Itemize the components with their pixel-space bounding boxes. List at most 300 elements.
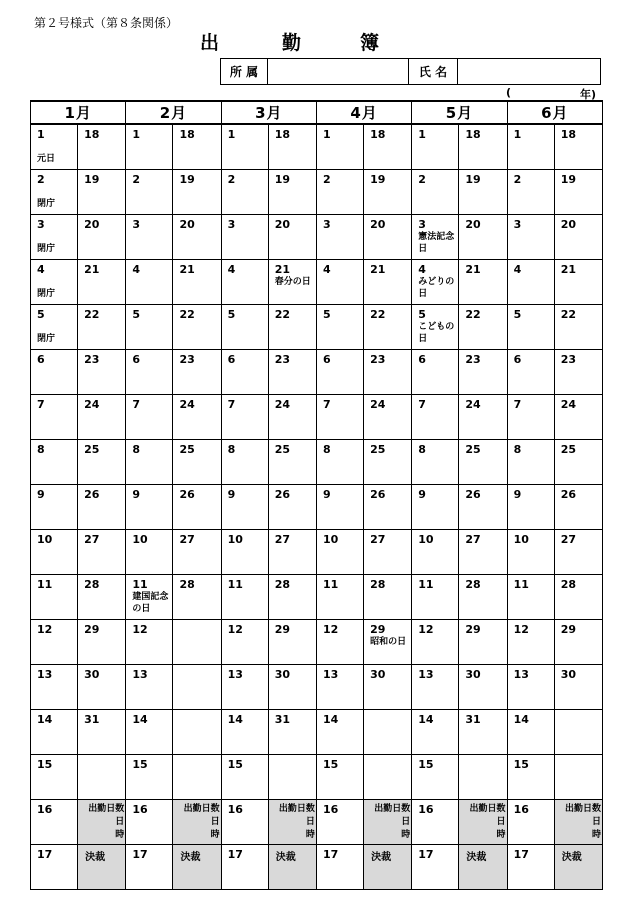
day-cell[interactable] <box>364 305 412 350</box>
day-cell[interactable] <box>126 440 173 485</box>
day-cell[interactable] <box>364 395 412 440</box>
day-cell[interactable] <box>221 305 268 350</box>
day-cell[interactable] <box>554 755 602 800</box>
day-number: 11 <box>418 578 434 591</box>
day-cell[interactable] <box>507 260 554 305</box>
day-cell[interactable] <box>412 575 459 620</box>
day-cell[interactable] <box>126 665 173 710</box>
day-number: 25 <box>274 443 291 456</box>
day-cell[interactable] <box>412 665 459 710</box>
day-cell[interactable] <box>78 620 126 665</box>
day-cell[interactable] <box>507 440 554 485</box>
day-number: 4 <box>227 263 236 276</box>
day-cell[interactable] <box>173 305 221 350</box>
day-cell[interactable] <box>78 485 126 530</box>
day-cell[interactable] <box>459 170 507 215</box>
day-cell[interactable] <box>316 620 363 665</box>
holiday-label: 建国記念の日 <box>132 592 169 614</box>
day-cell[interactable] <box>268 620 316 665</box>
day-cell[interactable] <box>268 575 316 620</box>
attendance-summary <box>459 800 506 842</box>
day-cell[interactable] <box>554 260 602 305</box>
day-cell[interactable] <box>126 305 173 350</box>
day-cell[interactable] <box>78 665 126 710</box>
day-cell[interactable] <box>412 170 459 215</box>
day-cell[interactable] <box>31 395 78 440</box>
day-cell[interactable] <box>173 710 221 755</box>
day-cell[interactable] <box>221 800 268 845</box>
day-cell[interactable] <box>221 620 268 665</box>
day-cell[interactable] <box>507 170 554 215</box>
day-number: 2 <box>322 173 331 186</box>
day-cell[interactable] <box>459 350 507 395</box>
day-cell[interactable] <box>459 124 507 170</box>
day-cell[interactable] <box>316 350 363 395</box>
attendance-summary-cell[interactable] <box>173 800 221 845</box>
day-number: 22 <box>274 308 291 321</box>
day-cell[interactable] <box>554 620 602 665</box>
day-number: 16 <box>322 803 339 816</box>
day-cell[interactable] <box>554 305 602 350</box>
attendance-summary-label: 出勤日数 <box>88 804 125 814</box>
day-cell[interactable] <box>459 710 507 755</box>
day-cell[interactable] <box>268 440 316 485</box>
attendance-summary-cell[interactable] <box>78 800 126 845</box>
day-cell[interactable] <box>31 665 78 710</box>
day-cell[interactable] <box>31 305 78 350</box>
day-cell[interactable] <box>412 305 459 350</box>
day-number: 25 <box>179 443 195 456</box>
name-field[interactable] <box>458 59 601 85</box>
day-cell[interactable] <box>507 350 554 395</box>
day-cell[interactable] <box>126 845 173 890</box>
day-cell[interactable] <box>221 440 268 485</box>
calendar-row <box>31 170 603 215</box>
day-cell[interactable] <box>268 305 316 350</box>
day-cell[interactable] <box>412 440 459 485</box>
day-cell[interactable] <box>78 215 126 260</box>
day-cell[interactable] <box>412 530 459 575</box>
day-cell[interactable] <box>316 755 363 800</box>
day-cell[interactable] <box>126 350 173 395</box>
day-cell[interactable] <box>459 395 507 440</box>
day-cell[interactable] <box>173 215 221 260</box>
day-cell[interactable] <box>412 485 459 530</box>
day-cell[interactable] <box>221 845 268 890</box>
day-cell[interactable] <box>364 485 412 530</box>
day-cell[interactable] <box>316 305 363 350</box>
day-cell[interactable] <box>554 395 602 440</box>
day-cell[interactable] <box>364 440 412 485</box>
day-cell[interactable] <box>173 395 221 440</box>
day-cell[interactable] <box>126 215 173 260</box>
attendance-summary-label: 日 <box>305 817 315 827</box>
day-cell[interactable] <box>507 124 554 170</box>
day-cell[interactable] <box>31 575 78 620</box>
day-cell[interactable] <box>78 575 126 620</box>
day-number: 13 <box>418 668 434 681</box>
day-number: 29 <box>370 623 386 636</box>
day-number: 10 <box>132 533 148 546</box>
day-cell[interactable] <box>31 440 78 485</box>
day-cell[interactable] <box>31 845 78 890</box>
day-cell[interactable] <box>268 170 316 215</box>
attendance-summary-cell[interactable] <box>364 800 412 845</box>
day-number: 30 <box>274 668 291 681</box>
day-cell[interactable] <box>173 350 221 395</box>
day-number: 21 <box>370 263 386 276</box>
day-cell[interactable] <box>459 755 507 800</box>
day-number: 18 <box>465 128 481 141</box>
day-cell[interactable] <box>173 170 221 215</box>
day-number: 2 <box>513 173 522 186</box>
calendar-row <box>31 395 603 440</box>
day-cell[interactable] <box>459 305 507 350</box>
attendance-summary-label: 出勤日数 <box>469 804 506 814</box>
day-number: 28 <box>465 578 481 591</box>
day-number: 24 <box>274 398 291 411</box>
day-number: 13 <box>322 668 339 681</box>
calendar-row <box>31 845 603 890</box>
day-cell[interactable] <box>268 215 316 260</box>
day-cell[interactable] <box>412 260 459 305</box>
day-cell[interactable] <box>364 215 412 260</box>
day-number: 27 <box>179 533 195 546</box>
attendance-summary-cell[interactable] <box>268 800 316 845</box>
day-number: 7 <box>322 398 331 411</box>
day-cell[interactable] <box>221 124 268 170</box>
day-number: 6 <box>322 353 331 366</box>
day-cell[interactable] <box>364 575 412 620</box>
day-cell[interactable] <box>412 755 459 800</box>
approval-cell[interactable] <box>268 845 316 890</box>
day-number: 8 <box>227 443 236 456</box>
day-cell[interactable] <box>78 124 126 170</box>
holiday-label: 閉庁 <box>37 244 56 254</box>
day-number: 3 <box>37 218 45 231</box>
day-cell[interactable] <box>316 575 363 620</box>
day-cell[interactable] <box>364 530 412 575</box>
day-cell[interactable] <box>507 575 554 620</box>
day-cell[interactable] <box>316 440 363 485</box>
day-cell[interactable] <box>173 530 221 575</box>
day-cell[interactable] <box>412 395 459 440</box>
day-number: 22 <box>465 308 481 321</box>
day-number: 6 <box>37 353 45 366</box>
day-cell[interactable] <box>412 620 459 665</box>
day-number: 20 <box>370 218 386 231</box>
day-cell[interactable] <box>554 485 602 530</box>
attendance-summary-cell[interactable] <box>554 800 602 845</box>
day-cell[interactable] <box>316 800 363 845</box>
attendance-summary-label: 時 <box>591 830 601 840</box>
day-cell[interactable] <box>126 710 173 755</box>
day-cell[interactable] <box>126 485 173 530</box>
day-number: 3 <box>227 218 236 231</box>
day-cell[interactable] <box>316 710 363 755</box>
day-cell[interactable] <box>507 395 554 440</box>
dept-field[interactable] <box>268 59 409 85</box>
day-number: 14 <box>418 713 434 726</box>
day-cell[interactable] <box>316 665 363 710</box>
day-cell[interactable] <box>173 620 221 665</box>
day-cell[interactable] <box>316 170 363 215</box>
approval-label: 決裁 <box>371 852 392 863</box>
day-number: 5 <box>513 308 522 321</box>
day-cell[interactable] <box>507 485 554 530</box>
day-number: 1 <box>322 128 331 141</box>
day-cell[interactable] <box>554 710 602 755</box>
day-cell[interactable] <box>507 665 554 710</box>
day-cell[interactable] <box>507 710 554 755</box>
day-cell[interactable] <box>221 395 268 440</box>
attendance-summary <box>173 800 220 842</box>
day-cell[interactable] <box>364 124 412 170</box>
day-cell[interactable] <box>78 260 126 305</box>
day-cell[interactable] <box>507 215 554 260</box>
day-number: 29 <box>274 623 291 636</box>
day-cell[interactable] <box>221 575 268 620</box>
approval-cell[interactable] <box>173 845 221 890</box>
day-number: 30 <box>370 668 386 681</box>
day-cell[interactable] <box>221 665 268 710</box>
day-cell[interactable] <box>126 260 173 305</box>
day-number: 1 <box>513 128 522 141</box>
day-cell[interactable] <box>173 755 221 800</box>
day-cell[interactable] <box>507 305 554 350</box>
day-number: 8 <box>513 443 522 456</box>
day-number: 1 <box>227 128 236 141</box>
day-number: 25 <box>370 443 386 456</box>
day-cell[interactable] <box>459 485 507 530</box>
day-cell[interactable] <box>31 620 78 665</box>
day-cell[interactable] <box>268 124 316 170</box>
day-cell[interactable] <box>78 530 126 575</box>
day-cell[interactable] <box>31 260 78 305</box>
day-cell[interactable] <box>221 530 268 575</box>
day-cell[interactable] <box>316 395 363 440</box>
day-cell[interactable] <box>507 800 554 845</box>
day-number: 19 <box>274 173 291 186</box>
day-cell[interactable] <box>364 170 412 215</box>
day-number: 15 <box>322 758 339 771</box>
day-cell[interactable] <box>126 530 173 575</box>
day-cell[interactable] <box>126 124 173 170</box>
day-number: 7 <box>418 398 426 411</box>
attendance-summary-cell[interactable] <box>459 800 507 845</box>
year-open-paren: ( <box>506 86 512 99</box>
day-cell[interactable] <box>459 260 507 305</box>
day-cell[interactable] <box>316 260 363 305</box>
day-cell[interactable] <box>31 530 78 575</box>
day-cell[interactable] <box>268 710 316 755</box>
day-cell[interactable] <box>126 395 173 440</box>
day-number: 14 <box>37 713 53 726</box>
day-cell[interactable] <box>507 845 554 890</box>
day-cell[interactable] <box>459 530 507 575</box>
day-cell[interactable] <box>507 620 554 665</box>
day-cell[interactable] <box>78 395 126 440</box>
day-number: 14 <box>227 713 243 726</box>
day-cell[interactable] <box>126 170 173 215</box>
day-cell[interactable] <box>221 755 268 800</box>
day-number: 7 <box>227 398 236 411</box>
day-number: 18 <box>84 128 100 141</box>
day-cell[interactable] <box>554 124 602 170</box>
day-cell[interactable] <box>31 755 78 800</box>
day-cell[interactable] <box>507 530 554 575</box>
day-number: 28 <box>179 578 195 591</box>
day-cell[interactable] <box>268 485 316 530</box>
day-cell[interactable] <box>316 215 363 260</box>
day-cell[interactable] <box>126 800 173 845</box>
day-cell[interactable] <box>554 530 602 575</box>
day-cell[interactable] <box>459 620 507 665</box>
day-cell[interactable] <box>126 755 173 800</box>
day-cell[interactable] <box>554 440 602 485</box>
day-cell[interactable] <box>173 665 221 710</box>
attendance-summary <box>269 800 316 842</box>
day-number: 24 <box>84 398 100 411</box>
attendance-summary-label: 日 <box>210 817 220 827</box>
month-header: 2月 <box>126 101 221 124</box>
day-cell[interactable] <box>412 124 459 170</box>
day-cell[interactable] <box>316 530 363 575</box>
day-cell[interactable] <box>412 350 459 395</box>
day-number: 17 <box>322 848 339 861</box>
title-char: 勤 <box>282 32 302 54</box>
day-number: 7 <box>132 398 140 411</box>
day-cell[interactable] <box>126 575 173 620</box>
day-cell[interactable] <box>173 575 221 620</box>
day-number: 23 <box>560 353 577 366</box>
day-cell[interactable] <box>78 440 126 485</box>
name-label: 氏 名 <box>409 59 458 85</box>
holiday-label: 春分の日 <box>274 277 311 287</box>
day-cell[interactable] <box>78 305 126 350</box>
day-cell[interactable] <box>364 710 412 755</box>
day-cell[interactable] <box>364 260 412 305</box>
day-number: 9 <box>322 488 331 501</box>
day-cell[interactable] <box>554 170 602 215</box>
year-unit: 年) <box>579 88 596 101</box>
day-number: 20 <box>179 218 195 231</box>
day-number: 4 <box>322 263 331 276</box>
day-number: 15 <box>513 758 529 771</box>
day-number: 8 <box>37 443 45 456</box>
day-number: 9 <box>513 488 522 501</box>
day-cell[interactable] <box>507 755 554 800</box>
day-cell[interactable] <box>412 800 459 845</box>
day-cell[interactable] <box>221 710 268 755</box>
day-cell[interactable] <box>554 350 602 395</box>
day-cell[interactable] <box>78 710 126 755</box>
day-number: 25 <box>84 443 100 456</box>
day-cell[interactable] <box>554 665 602 710</box>
day-number: 12 <box>37 623 53 636</box>
day-cell[interactable] <box>554 215 602 260</box>
holiday-label: 閉庁 <box>37 289 56 299</box>
day-cell[interactable] <box>173 260 221 305</box>
day-cell[interactable] <box>459 215 507 260</box>
day-number: 12 <box>322 623 339 636</box>
day-number: 17 <box>227 848 243 861</box>
day-cell[interactable] <box>31 710 78 755</box>
day-number: 13 <box>227 668 243 681</box>
approval-cell[interactable] <box>554 845 602 890</box>
day-cell[interactable] <box>364 350 412 395</box>
day-cell[interactable] <box>316 845 363 890</box>
day-number: 4 <box>37 263 45 276</box>
attendance-summary-label: 出勤日数 <box>278 804 315 814</box>
day-cell[interactable] <box>31 124 78 170</box>
day-cell[interactable] <box>554 575 602 620</box>
day-cell[interactable] <box>268 665 316 710</box>
day-cell[interactable] <box>31 170 78 215</box>
day-cell[interactable] <box>173 485 221 530</box>
day-number: 25 <box>560 443 577 456</box>
day-cell[interactable] <box>221 215 268 260</box>
day-cell[interactable] <box>78 350 126 395</box>
approval-cell[interactable] <box>459 845 507 890</box>
approval-label: 決裁 <box>85 852 106 863</box>
day-cell[interactable] <box>78 755 126 800</box>
day-cell[interactable] <box>316 485 363 530</box>
day-cell[interactable] <box>268 395 316 440</box>
day-cell[interactable] <box>316 124 363 170</box>
day-number: 11 <box>513 578 529 591</box>
month-header: 5月 <box>412 101 507 124</box>
day-cell[interactable] <box>221 485 268 530</box>
day-cell[interactable] <box>221 350 268 395</box>
day-cell[interactable] <box>459 575 507 620</box>
day-cell[interactable] <box>268 755 316 800</box>
day-cell[interactable] <box>31 485 78 530</box>
day-cell[interactable] <box>221 260 268 305</box>
day-cell[interactable] <box>268 530 316 575</box>
day-cell[interactable] <box>268 350 316 395</box>
day-cell[interactable] <box>459 665 507 710</box>
day-cell[interactable] <box>412 215 459 260</box>
title-char: 出 <box>200 32 220 54</box>
holiday-label: こどもの日 <box>418 322 455 344</box>
day-cell[interactable] <box>412 845 459 890</box>
day-cell[interactable] <box>364 620 412 665</box>
day-number: 11 <box>322 578 339 591</box>
day-cell[interactable] <box>126 620 173 665</box>
day-cell[interactable] <box>364 755 412 800</box>
day-cell[interactable] <box>221 170 268 215</box>
calendar-row <box>31 665 603 710</box>
day-cell[interactable] <box>31 800 78 845</box>
day-cell[interactable] <box>31 350 78 395</box>
day-number: 22 <box>560 308 577 321</box>
holiday-label: 元日 <box>37 154 56 164</box>
day-cell[interactable] <box>459 440 507 485</box>
day-cell[interactable] <box>364 665 412 710</box>
day-cell[interactable] <box>173 124 221 170</box>
day-number: 14 <box>513 713 529 726</box>
day-cell[interactable] <box>412 710 459 755</box>
approval-cell[interactable] <box>78 845 126 890</box>
day-cell[interactable] <box>268 260 316 305</box>
day-cell[interactable] <box>31 215 78 260</box>
approval-cell[interactable] <box>364 845 412 890</box>
day-number: 14 <box>132 713 148 726</box>
day-number: 20 <box>84 218 100 231</box>
day-cell[interactable] <box>78 170 126 215</box>
day-cell[interactable] <box>173 440 221 485</box>
